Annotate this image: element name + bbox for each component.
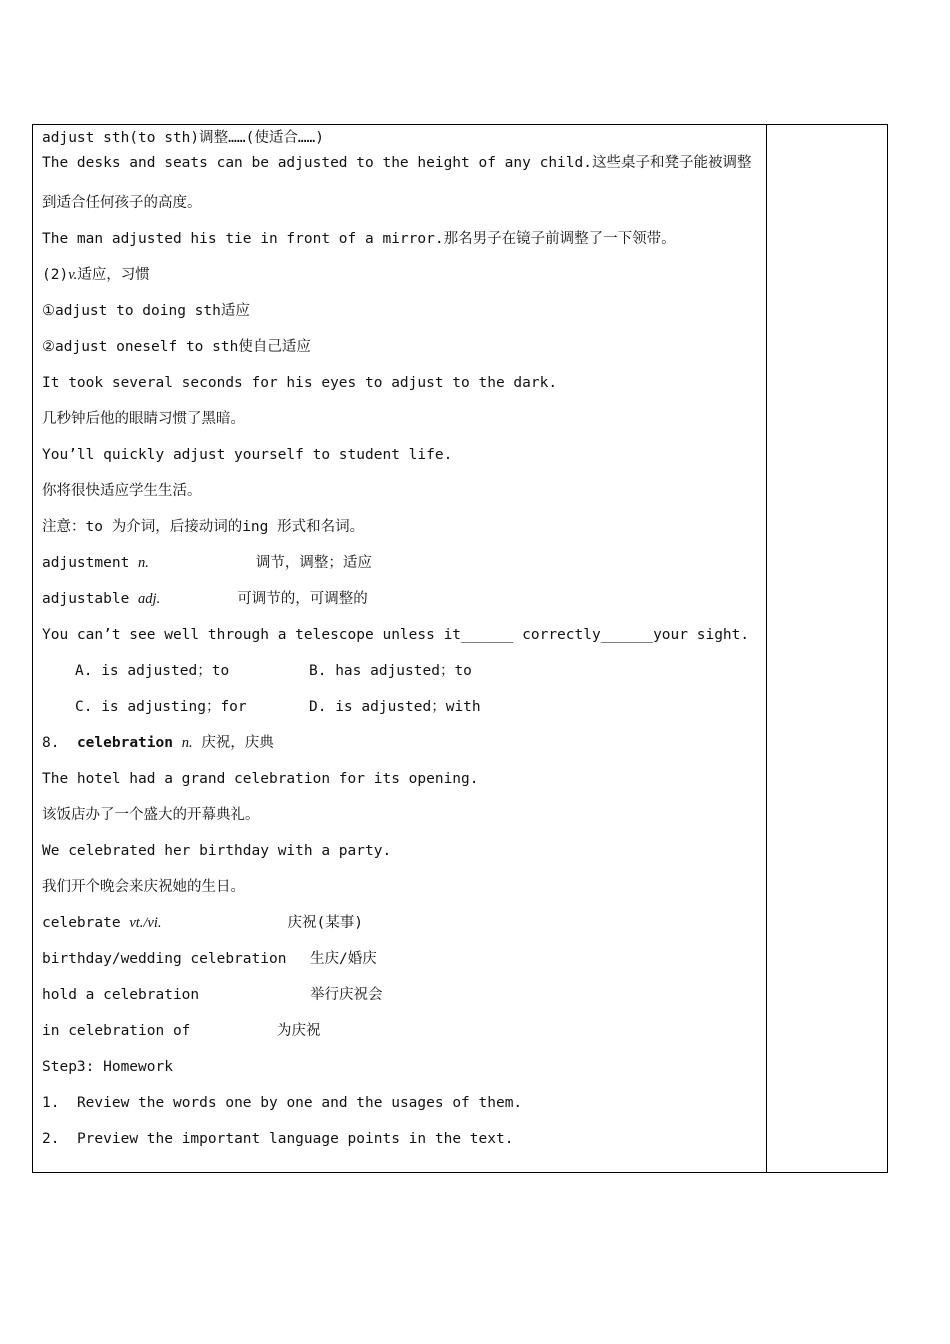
option-a: A. is adjusted；to <box>75 663 230 679</box>
line-usage-1: ①adjust to doing sth适应 <box>42 303 250 319</box>
homework-number-2: 2. <box>42 1131 60 1147</box>
line-example-eyes: It took several seconds for his eyes to adjust to the dark. <box>42 375 558 391</box>
pos-n: n. <box>181 735 193 751</box>
option-b: B. has adjusted；to <box>309 663 472 679</box>
option-c: C. is adjusting；for <box>75 699 247 715</box>
line-note: 注意：to 为介词，后接动词的ing 形式和名词。 <box>42 519 365 535</box>
worksheet-table <box>32 124 888 1173</box>
sense-number: (2) <box>42 267 69 283</box>
line-adjustable <box>42 585 762 621</box>
column-divider <box>766 125 767 1172</box>
line-adjustment <box>42 549 762 585</box>
meaning-adjustment: 调节，调整；适应 <box>255 555 372 571</box>
homework-text-2: Preview the important language points in the text. <box>76 1131 514 1147</box>
line-adjust-sth: adjust sth(to sth)调整……(使适合……) <box>42 130 325 146</box>
phrase-birthday-wedding: birthday/wedding celebration <box>42 951 287 967</box>
pos-v: v. <box>68 267 78 283</box>
phrase-hold-celebration: hold a celebration <box>42 987 200 1003</box>
line-usage-2: ②adjust oneself to sth使自己适应 <box>42 339 311 355</box>
line-example-student: You’ll quickly adjust yourself to student life. <box>42 447 453 463</box>
word-celebrate: celebrate <box>42 915 121 931</box>
line-options-cd <box>42 693 762 729</box>
word-adjustable: adjustable <box>42 591 130 607</box>
pos-vt-vi: vt./vi. <box>129 915 162 931</box>
phrase-in-celebration: in celebration of <box>42 1023 191 1039</box>
word-celebration: celebration <box>76 735 173 751</box>
pos-adj: adj. <box>138 591 161 607</box>
meaning-celebration: 庆祝，庆典 <box>201 735 274 751</box>
line-example-desks-cont: 到适合任何孩子的高度。 <box>42 195 202 211</box>
lesson-content <box>42 125 762 1161</box>
line-hold-celebration <box>42 981 762 1017</box>
homework-number-1: 1. <box>42 1095 60 1111</box>
line-celebration-heading <box>42 729 762 765</box>
sense-meaning: 适应，习惯 <box>77 267 150 283</box>
line-example-tie: The man adjusted his tie in front of a mirror.那名男子在镜子前调整了一下领带。 <box>42 231 676 247</box>
line-in-celebration <box>42 1017 762 1053</box>
line-birthday-wedding <box>42 945 762 981</box>
line-celebrate <box>42 909 762 945</box>
line-example-desks: The desks and seats can be adjusted to the height of any child.这些桌子和凳子能被调整 <box>42 155 752 171</box>
meaning-birthday-wedding: 生庆/婚庆 <box>310 951 377 967</box>
line-example-party-cn: 我们开个晚会来庆祝她的生日。 <box>42 879 245 895</box>
line-options-ab <box>42 657 762 693</box>
line-example-party: We celebrated her birthday with a party. <box>42 843 392 859</box>
line-example-student-cn: 你将很快适应学生生活。 <box>42 483 202 499</box>
word-adjustment: adjustment <box>42 555 130 571</box>
line-homework-1 <box>42 1089 762 1125</box>
homework-text-1: Review the words one by one and the usages of them. <box>76 1095 523 1111</box>
meaning-celebrate: 庆祝(某事) <box>287 915 363 931</box>
item-number: 8. <box>42 735 60 751</box>
line-example-hotel-cn: 该饭店办了一个盛大的开幕典礼。 <box>42 807 260 823</box>
line-homework-2 <box>42 1125 762 1161</box>
meaning-hold-celebration: 举行庆祝会 <box>310 987 383 1003</box>
meaning-in-celebration: 为庆祝 <box>277 1023 321 1039</box>
line-step3: Step3: Homework <box>42 1059 173 1075</box>
meaning-adjustable: 可调节的，可调整的 <box>237 591 368 607</box>
line-question: You can’t see well through a telescope unless it______ correctly______your sight. <box>42 627 750 643</box>
line-example-eyes-cn: 几秒钟后他的眼睛习惯了黑暗。 <box>42 411 245 427</box>
line-example-hotel: The hotel had a grand celebration for its opening. <box>42 771 479 787</box>
pos-n: n. <box>138 555 149 571</box>
line-sense-2 <box>42 261 762 297</box>
option-d: D. is adjusted；with <box>309 699 481 715</box>
